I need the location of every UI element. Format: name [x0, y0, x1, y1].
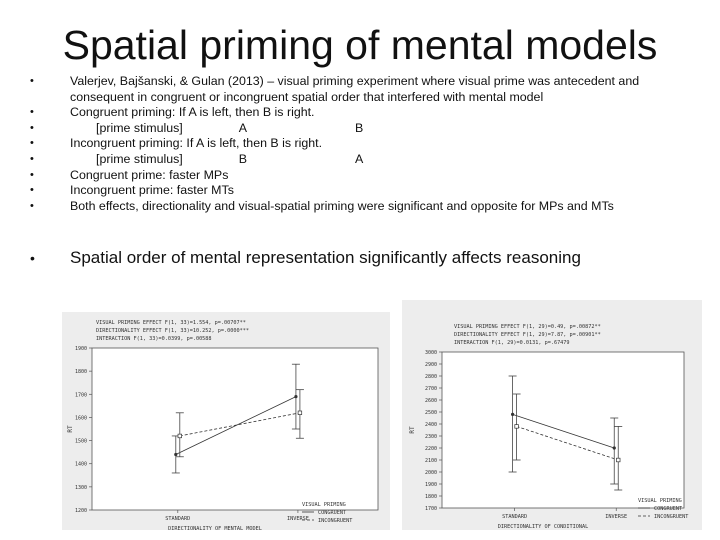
stats-header-line: DIRECTIONALITY EFFECT F(1, 29)=7.87, p=.00901**: [454, 332, 601, 338]
y-tick-label: 1900: [74, 346, 87, 352]
bullet-item: [30, 168, 690, 184]
bullet-text: Incongruent prime: faster MTs: [70, 183, 234, 198]
bullet-item: [30, 199, 690, 215]
main-point-text: Spatial order of mental representation significantly affects reasoning: [70, 248, 581, 267]
y-tick-label: 1200: [74, 508, 87, 514]
y-tick-label: 1400: [74, 461, 87, 468]
prime-letter: B: [355, 120, 364, 135]
plot-area: [442, 352, 684, 508]
prime-stimulus-label: [prime stimulus]: [96, 120, 183, 135]
y-tick-label: 2700: [424, 386, 437, 392]
y-tick-label: 1900: [424, 482, 437, 488]
y-tick-label: 3000: [424, 350, 437, 356]
chart-left: [62, 312, 390, 530]
data-point: [613, 446, 616, 449]
legend-item: CONGRUENT: [318, 510, 347, 516]
data-point: [515, 425, 519, 429]
bullet-dot: •: [30, 75, 34, 87]
x-tick-label: STANDARD: [502, 514, 528, 520]
bullet-dot: •: [30, 184, 34, 197]
y-tick-label: 2900: [424, 362, 437, 368]
bullet-item: [30, 136, 690, 152]
stats-header-line: VISUAL PRIMING EFFECT F(1, 29)=0.49, p=.00872**: [454, 324, 601, 330]
legend-item: INCONGRUENT: [318, 518, 353, 524]
y-tick-label: 1300: [74, 484, 87, 491]
x-tick-label: INVERSE: [605, 514, 628, 520]
legend-item: CONGRUENT: [654, 506, 683, 512]
y-tick-label: 2200: [424, 446, 437, 452]
bullet-text: Valerjev, Bajšanski, & Gulan (2013) – visual priming experiment where visual prime was antecedent and consequent in congruent or incongruent spatial order that interfered with mental model: [70, 74, 640, 104]
chart-right: [402, 300, 702, 530]
bullet-item: [30, 121, 690, 137]
bullet-dot: •: [30, 137, 34, 150]
stats-header-line: VISUAL PRIMING EFFECT F(1, 33)=1.554, p=.00707**: [96, 320, 246, 326]
bullet-dot: •: [30, 121, 34, 134]
stats-header-line: INTERACTION F(1, 29)=0.0131, p=.67479: [454, 340, 570, 346]
bullet-item: [30, 183, 690, 199]
data-point: [298, 411, 302, 415]
y-tick-label: 1600: [74, 415, 87, 422]
legend-item: INCONGRUENT: [654, 514, 689, 520]
x-axis-title: DIRECTIONALITY OF MENTAL MODEL: [168, 526, 262, 530]
bullet-item: [30, 105, 690, 121]
data-point: [616, 458, 620, 462]
y-tick-label: 2100: [424, 458, 437, 464]
prime-letter: A: [355, 151, 364, 166]
slide-title: Spatial priming of mental models: [62, 22, 658, 68]
y-axis-label: RT: [409, 426, 416, 434]
plot-area: [92, 348, 378, 510]
legend-title: VISUAL PRIMING: [638, 498, 682, 504]
bullet-dot: •: [30, 106, 34, 119]
y-tick-label: 2300: [424, 434, 437, 440]
main-point: [30, 246, 720, 270]
data-point: [511, 413, 514, 416]
prime-stimulus-label: [prime stimulus]: [96, 151, 183, 166]
y-tick-label: 1500: [74, 438, 87, 445]
stats-header-line: INTERACTION F(1, 33)=0.0399, p=.00588: [96, 336, 212, 342]
bullet-dot: •: [30, 168, 34, 181]
y-tick-label: 2800: [424, 374, 437, 380]
y-tick-label: 2500: [424, 410, 437, 416]
prime-letter: B: [238, 151, 248, 166]
y-tick-label: 2400: [424, 422, 437, 428]
bullet-text: Congruent prime: faster MPs: [70, 167, 229, 182]
bullet-list: [30, 74, 690, 214]
prime-letter: A: [238, 120, 248, 135]
x-tick-label: INVERSE: [286, 516, 309, 522]
x-tick-label: STANDARD: [165, 516, 191, 522]
legend-title: VISUAL PRIMING: [302, 502, 346, 508]
data-point: [294, 395, 297, 398]
y-tick-label: 1800: [424, 494, 437, 500]
bullet-text: Incongruent priming: If A is left, then B is right.: [70, 136, 323, 151]
y-tick-label: 1700: [424, 506, 437, 512]
x-axis-title: DIRECTIONALITY OF CONDITIONAL: [497, 524, 589, 530]
bullet-item: [30, 74, 690, 105]
bullet-item: [30, 152, 690, 168]
y-tick-label: 1800: [74, 369, 87, 376]
y-axis-label: RT: [67, 425, 74, 433]
bullet-dot: •: [30, 199, 34, 212]
bullet-dot: •: [30, 250, 35, 266]
y-tick-label: 1700: [74, 392, 87, 399]
bullet-text: Both effects, directionality and visual-spatial priming were significant and opposite for MPs and MTs: [70, 198, 614, 213]
data-point: [174, 453, 177, 456]
figure-left: [62, 312, 390, 530]
stats-header-line: DIRECTIONALITY EFFECT F(1, 33)=10.252, p=.0000***: [96, 328, 250, 334]
figure-right: [402, 300, 702, 530]
bullet-dot: •: [30, 152, 34, 165]
y-tick-label: 2600: [424, 398, 437, 404]
y-tick-label: 2000: [424, 470, 437, 476]
bullet-text: Congruent priming: If A is left, then B is right.: [70, 105, 315, 120]
data-point: [178, 434, 182, 438]
